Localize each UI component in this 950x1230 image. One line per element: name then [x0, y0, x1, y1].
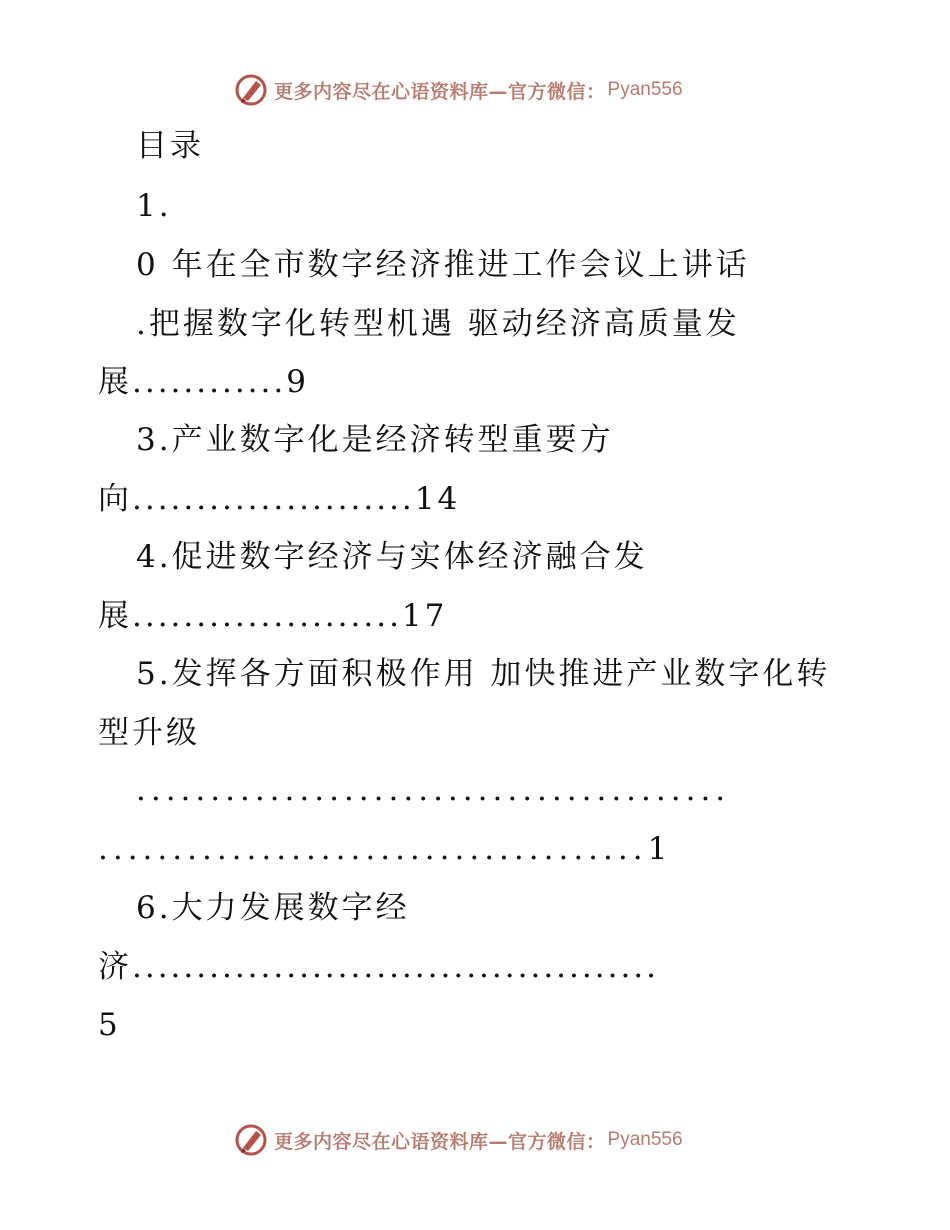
- toc-line: 5.发挥各方面积极作用 加快推进产业数字化转: [136, 656, 831, 692]
- toc-line: 1.: [136, 188, 172, 224]
- toc-line: 济.........................................: [98, 949, 660, 985]
- pen-logo-icon: [234, 73, 268, 107]
- watermark-wechat-id: Pyan556: [607, 1129, 683, 1150]
- toc-dots-line: .....................................1: [98, 831, 673, 867]
- pen-logo-icon: [234, 1123, 268, 1157]
- toc-line: 型升级: [98, 715, 200, 751]
- toc-dots-line: ........................................: [136, 772, 731, 808]
- toc-line: 4.促进数字经济与实体经济融合发: [136, 539, 648, 575]
- toc-page-number: 5: [98, 1007, 121, 1043]
- toc-line: 0 年在全市数字经济推进工作会议上讲话: [136, 247, 750, 283]
- toc-line: 6.大力发展数字经: [136, 890, 410, 926]
- toc-title: 目录: [136, 128, 204, 164]
- watermark-text: 更多内容尽在心语资料库—官方微信：: [274, 80, 606, 103]
- toc-line: 展............9: [98, 364, 309, 400]
- watermark-text: 更多内容尽在心语资料库—官方微信：: [274, 1130, 606, 1153]
- toc-line: .把握数字化转型机遇 驱动经济高质量发: [136, 306, 740, 342]
- watermark-wechat-id: Pyan556: [607, 79, 683, 100]
- toc-line: 展.....................17: [98, 598, 448, 634]
- toc-line: 3.产业数字化是经济转型重要方: [136, 422, 614, 458]
- toc-line: 向......................14: [98, 481, 461, 517]
- footer-watermark: [234, 1122, 683, 1158]
- header-watermark: [234, 72, 683, 108]
